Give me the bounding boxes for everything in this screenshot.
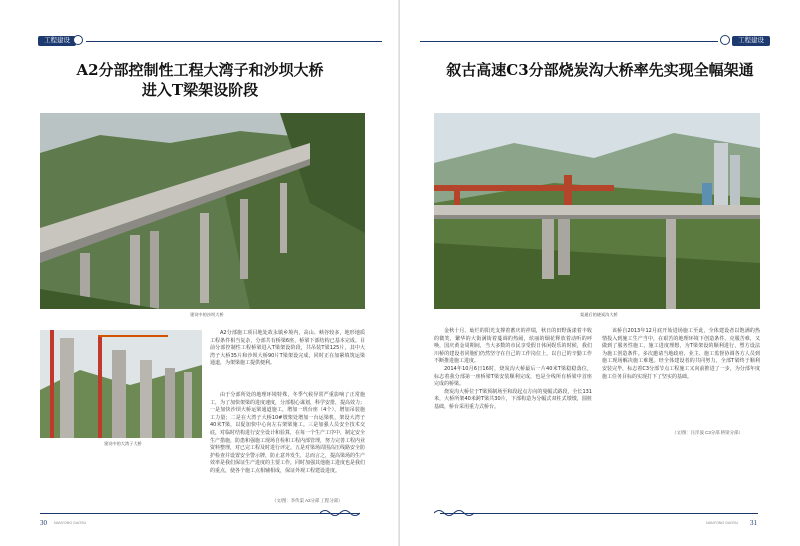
paragraph-1: 金秋十月，灿烂的阳光支撑着蓄庆的祥瑞，秋日的田野荡漾着丰收的微笑，繁华的大街满街着蔓调的热闹，炫丽的烟花释放着动听的呼唤，国庆黄金周期间，当大多数的市民享受假日休闲娱乐的时候，我们川桥的建设者同胞们仍然坚守在自己的工作岗位上，以自己的辛勤工作不断推进施工进度。 — [434, 328, 592, 365]
photo2-caption: 建设中的大湾子大桥 — [104, 441, 142, 446]
bridge-photo-shaotangou — [434, 113, 760, 309]
header-rule — [86, 41, 382, 42]
page-number: 31 — [750, 519, 757, 527]
paragraph-1: A2分部施工项目地处故永镇乡境内，高山、峡谷较多，地形地质工程条件相当复杂，分部共有桥梁6座，桥梁下部结构已基本完成。目前分部控制性工程桥梁进入T梁架设阶段，共吊装T梁125片，其中大湾子大桥35片和沙坝大桥90片T梁架设完成，同时正在加紧填筑运梁通道，为架梁施工提供便利。 — [210, 330, 365, 367]
photo-caption: 架通后的烧炭沟大桥 — [580, 312, 618, 317]
photo1-caption: 建设中的沙坝大桥 — [190, 312, 224, 317]
article-body-col2 — [602, 328, 760, 381]
article-body-bottom — [40, 392, 365, 476]
footer-rule — [440, 513, 758, 514]
footer-wave-icon — [320, 508, 360, 518]
bridge-photo-shaba — [40, 113, 365, 309]
header-circle-icon — [73, 35, 83, 45]
header-circle-icon — [720, 35, 730, 45]
page-number: 30 — [40, 519, 47, 527]
section-label: 工程建设 — [732, 36, 770, 46]
author-credit: （文/图：汪洋波 C3分部 桥梁分部） — [672, 430, 743, 435]
article-body-col1 — [434, 328, 592, 412]
header-rule — [420, 41, 718, 42]
article-body-top — [210, 330, 365, 368]
footer-brand: NANYONG GAOSU — [54, 521, 87, 525]
footer-brand: NANYONG GAOSU — [706, 521, 739, 525]
paragraph-2: 由于分部所处的地理环境特殊，冬季气候异常严重影响了正常施工，为了加快架梁的进度速度，分部根心谋划，科学安排，提高效力；一是加快沙坝大桥运梁通道施工，增加一班台座（4个），增加吊装施工力量；二是在大湾子大桥10#墩架处增加一台运梁机，架设大湾子40米T梁，以促加快中心向左右架梁施工。三是加强人员安全技术交底，对临时结构进行安全设计和验算，在每一个生产工序中，制定安全生产措施，防患和强施工现场自检和工程内部管理，努力完善工程内业资料整理，对已完工程及时进行评定。五是对梁场周围高压线路安全防护检查并设置安全警示牌，防止意外发生，总而言之，提高梁场的生产效率是我们保证生产进度的主要工作，同时加强其他施工进度也是我们的重点，使各个施工点相辅相成，保证外观工程建设进度。 — [210, 392, 366, 474]
author-credit: （文/图：李传渠 A2分部 工程分部） — [272, 498, 343, 503]
footer-rule — [40, 513, 360, 514]
title-line-2: 进入T梁架设阶段 — [141, 81, 259, 99]
paragraph-4: 该桥自2013年12月底开始进场施工至此，全体建设者以饱满的热情投入到施工生产当中，在艰苦的地理环境下创造条件、克服苦难，又做到了服务性施工，施工进度理想，为T梁架设的顺利进行，塑方设法为施工创造条件。多次邀请当地政府、业主、施工监督协调各方人员到施工现场解决施工难题。经全体建设者的共同努力，全部T梁终于顺利安装完毕，标志着C3分部节点工程施工又向前推进了一步，为分部年度施工任务目标的实现打下了坚实的基础。 — [602, 328, 760, 380]
title-line-1: A2分部控制性工程大湾子和沙坝大桥 — [76, 61, 324, 79]
right-page — [400, 0, 800, 546]
article-title — [40, 60, 360, 100]
article-title: 叙古高速C3分部烧炭沟大桥率先实现全幅架通 — [446, 61, 754, 79]
paragraph-2: 2014年10月6日16时，烧炭沟大桥最后一片40米T梁稳稳落位，标志着我分部第一座桥梁T梁安装顺利完成，也是全线所有桥梁中首座完成的桥梁。 — [434, 365, 592, 388]
section-label: 工程建设 — [38, 36, 76, 46]
paragraph-3: 烧炭沟大桥位于T梁预制场至和段起点方向的曼幅式路段，全长131米，大桥所架40米跨T梁共30片，下部构造为分幅式双柱式墩墩，圆桩基础，桥台采用重力式桥台。 — [434, 388, 592, 410]
